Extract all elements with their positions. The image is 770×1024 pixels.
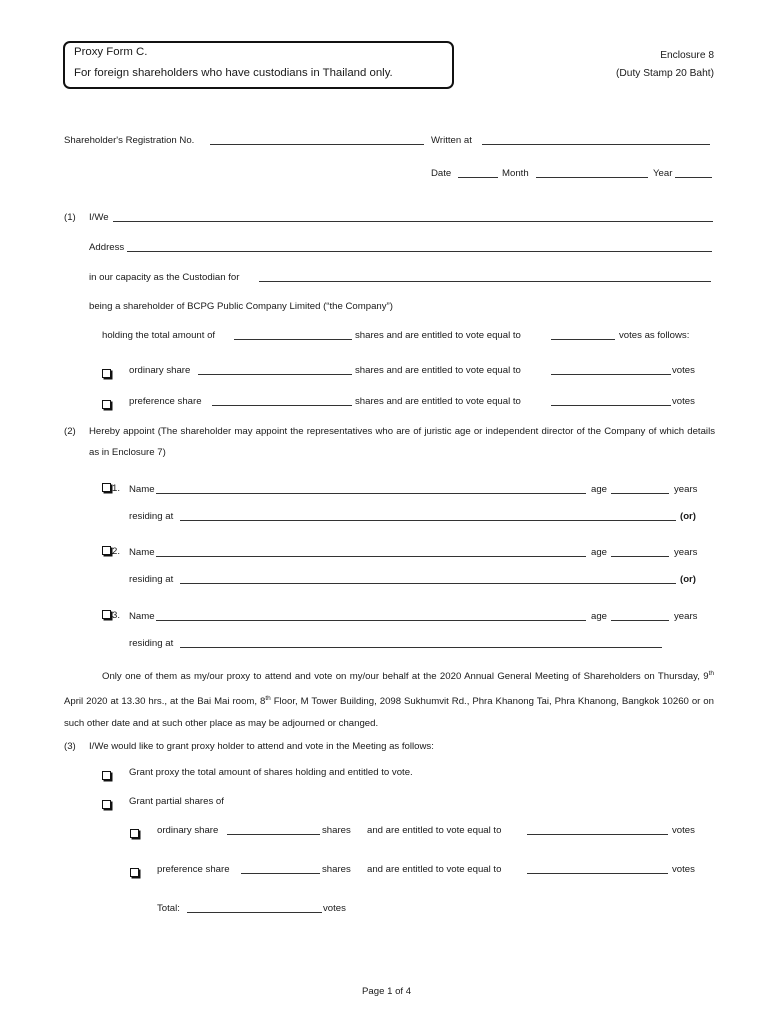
section-3-intro: I/We would like to grant proxy holder to attend and vote in the Meeting as follows: — [89, 741, 434, 752]
iwe-field[interactable] — [113, 212, 713, 222]
preference-share-field[interactable] — [212, 396, 352, 406]
checkbox-icon — [102, 369, 111, 378]
proxy-1-or-label: (or) — [680, 511, 696, 522]
proxy-3-name-label: Name — [129, 611, 155, 622]
partial-preference-checkbox[interactable] — [130, 863, 145, 881]
shareholder-of-text: being a shareholder of BCPG Public Company Limited (“the Company”) — [89, 301, 393, 312]
registration-label: Shareholder's Registration No. — [64, 135, 195, 146]
form-subtitle: For foreign shareholders who have custodians in Thailand only. — [74, 67, 393, 79]
preference-votes-field[interactable] — [551, 396, 671, 406]
partial-ordinary-label: ordinary share — [157, 825, 219, 836]
grant-partial-label: Grant partial shares of — [129, 796, 224, 807]
partial-ordinary-shares-label: shares — [322, 825, 351, 836]
preference-share-checkbox[interactable] — [102, 395, 117, 413]
meeting-sup-1: th — [708, 670, 714, 677]
total-votes-label: votes — [323, 903, 346, 914]
proxy-2-name-label: Name — [129, 547, 155, 558]
proxy-2-residing-label: residing at — [129, 574, 174, 585]
proxy-2-age-label: age — [591, 547, 608, 558]
proxy-2-residing-field[interactable] — [180, 574, 676, 584]
preference-shares-vote-label: shares and are entitled to vote equal to — [355, 396, 521, 407]
proxy-1-residing-label: residing at — [129, 511, 174, 522]
checkbox-icon — [102, 400, 111, 409]
proxy-1-name-label: Name — [129, 484, 155, 495]
holding-votes-field[interactable] — [551, 330, 615, 340]
proxy-3-checkbox[interactable] — [102, 610, 120, 621]
partial-ordinary-shares-field[interactable] — [227, 825, 320, 835]
partial-ordinary-checkbox[interactable] — [130, 824, 145, 842]
meeting-text-part-1: Only one of them as my/our proxy to attend and vote on my/our behalf at the 2020 Annual General Meeting of Shareholders on Thursday, 9 — [102, 671, 709, 683]
form-title-box — [63, 41, 454, 89]
address-field[interactable] — [127, 242, 712, 252]
month-field[interactable] — [536, 168, 648, 178]
custodian-field[interactable] — [259, 272, 711, 282]
meeting-paragraph — [64, 663, 714, 735]
checkbox-icon — [130, 829, 139, 838]
proxy-3-number: 3. — [112, 610, 121, 621]
preference-share-label: preference share — [129, 396, 202, 407]
partial-preference-label: preference share — [157, 864, 230, 875]
custodian-label: in our capacity as the Custodian for — [89, 272, 240, 283]
partial-preference-shares-field[interactable] — [241, 864, 320, 874]
ordinary-share-label: ordinary share — [129, 365, 191, 376]
proxy-3-residing-label: residing at — [129, 638, 174, 649]
written-at-label: Written at — [431, 135, 472, 146]
proxy-1-residing-field[interactable] — [180, 511, 676, 521]
date-label: Date — [431, 168, 452, 179]
partial-ordinary-vote-label: and are entitled to vote equal to — [367, 825, 502, 836]
meeting-text-part-3: Floor, M Tower Building, 2098 Sukhumvit Rd., Phra Khanong Tai, Phra Khanong, Bangkok 10260 or on such other date and at such other place as may be adjourned or changed. — [64, 696, 714, 730]
proxy-2-or-label: (or) — [680, 574, 696, 585]
ordinary-shares-vote-label: shares and are entitled to vote equal to — [355, 365, 521, 376]
preference-votes-label: votes — [672, 396, 695, 407]
checkbox-icon — [102, 610, 111, 619]
proxy-3-age-field[interactable] — [611, 611, 669, 621]
partial-ordinary-votes-field[interactable] — [527, 825, 668, 835]
registration-field[interactable] — [210, 135, 424, 145]
meeting-sup-2: th — [265, 695, 271, 703]
checkbox-icon — [102, 546, 111, 555]
proxy-2-years-label: years — [674, 547, 698, 558]
proxy-2-checkbox[interactable] — [102, 546, 120, 557]
shares-vote-label: shares and are entitled to vote equal to — [355, 330, 521, 341]
proxy-1-number: 1. — [112, 483, 121, 494]
section-3-number: (3) — [64, 741, 76, 752]
grant-partial-checkbox[interactable] — [102, 795, 117, 813]
page-number: Page 1 of 4 — [362, 986, 412, 997]
ordinary-share-checkbox[interactable] — [102, 364, 117, 382]
proxy-1-age-label: age — [591, 484, 608, 495]
grant-total-checkbox[interactable] — [102, 766, 117, 784]
section-2-number: (2) — [64, 426, 76, 437]
ordinary-votes-label: votes — [672, 365, 695, 376]
checkbox-icon — [130, 868, 139, 877]
proxy-2-name-field[interactable] — [156, 547, 586, 557]
holding-shares-field[interactable] — [234, 330, 352, 340]
votes-as-follows-label: votes as follows: — [619, 330, 690, 341]
total-votes-field[interactable] — [187, 903, 322, 913]
partial-ordinary-votes-label: votes — [672, 825, 695, 836]
meeting-text-part-2: April 2020 at 13.30 hrs., at the Bai Mai room, 8 — [64, 696, 266, 708]
proxy-1-years-label: years — [674, 484, 698, 495]
written-at-field[interactable] — [482, 135, 710, 145]
date-field[interactable] — [458, 168, 498, 178]
proxy-3-residing-field[interactable] — [180, 638, 662, 648]
proxy-1-checkbox[interactable] — [102, 483, 120, 494]
total-label: Total: — [157, 903, 180, 914]
checkbox-icon — [102, 771, 111, 780]
ordinary-share-field[interactable] — [198, 365, 352, 375]
form-title: Proxy Form C. — [74, 46, 148, 58]
proxy-1-age-field[interactable] — [611, 484, 669, 494]
section-1-number: (1) — [64, 212, 76, 223]
proxy-3-age-label: age — [591, 611, 608, 622]
appoint-text: Hereby appoint (The shareholder may appoint the representatives who are of juristic age or independent director of the Company of which details as in Enclosure 7) — [89, 426, 715, 458]
checkbox-icon — [102, 483, 111, 492]
partial-preference-shares-label: shares — [322, 864, 351, 875]
year-field[interactable] — [675, 168, 712, 178]
month-label: Month — [502, 168, 529, 179]
proxy-1-name-field[interactable] — [156, 484, 586, 494]
proxy-3-name-field[interactable] — [156, 611, 586, 621]
checkbox-icon — [102, 800, 111, 809]
iwe-label: I/We — [89, 212, 109, 223]
ordinary-votes-field[interactable] — [551, 365, 671, 375]
duty-stamp-label: (Duty Stamp 20 Baht) — [616, 68, 714, 79]
partial-preference-votes-field[interactable] — [527, 864, 668, 874]
proxy-2-number: 2. — [112, 546, 121, 557]
holding-label: holding the total amount of — [102, 330, 216, 341]
proxy-3-years-label: years — [674, 611, 698, 622]
address-label: Address — [89, 242, 125, 253]
enclosure-label: Enclosure 8 — [660, 50, 714, 61]
year-label: Year — [653, 168, 673, 179]
partial-preference-votes-label: votes — [672, 864, 695, 875]
grant-total-label: Grant proxy the total amount of shares holding and entitled to vote. — [129, 767, 413, 778]
partial-preference-vote-label: and are entitled to vote equal to — [367, 864, 502, 875]
proxy-2-age-field[interactable] — [611, 547, 669, 557]
